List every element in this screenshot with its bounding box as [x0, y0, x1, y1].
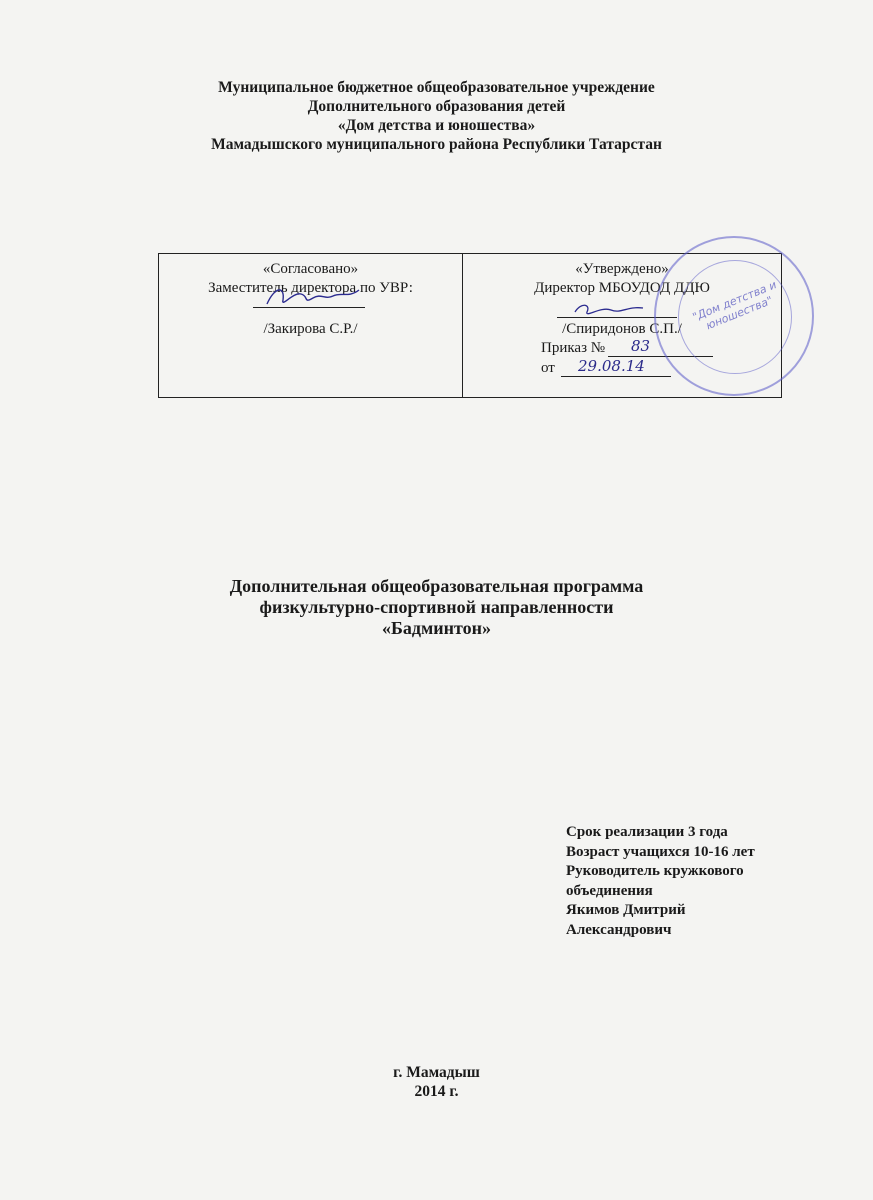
agreed-heading: «Согласовано»: [262, 261, 359, 277]
agreed-signature: [263, 282, 373, 312]
approved-name: /Спиридонов С.П./: [562, 321, 682, 337]
program-title-line-3: «Бадминтон»: [382, 618, 491, 638]
program-title-line-1: Дополнительная общеобразовательная программа: [229, 576, 644, 596]
agreed-position: Заместитель директора по УВР:: [208, 280, 413, 296]
approved-signature: [571, 298, 651, 320]
order-date: 29.08.14: [578, 357, 645, 375]
stamp-text: "Дом детства и юношества": [690, 278, 779, 333]
header-line-1: Муниципальное бюджетное общеобразовательное учреждение: [218, 79, 655, 96]
order-label: Приказ №: [541, 340, 606, 356]
agreed-block: [159, 254, 463, 397]
official-stamp: [654, 236, 814, 396]
student-age: Возраст учащихся 10-16 лет: [566, 843, 755, 860]
order-number: 83: [631, 337, 651, 355]
header-line-3: «Дом детства и юношества»: [337, 117, 536, 134]
city: г. Мамадыш: [393, 1064, 480, 1081]
institution-header: [0, 78, 873, 154]
agreed-name: /Закирова С.Р./: [263, 321, 358, 337]
leader-name-2: Александрович: [566, 921, 672, 938]
leader-label-2: объединения: [566, 882, 653, 899]
header-line-2: Дополнительного образования детей: [307, 98, 566, 115]
year: 2014 г.: [414, 1083, 459, 1100]
header-line-4: Мамадышского муниципального района Республики Татарстан: [211, 136, 662, 153]
program-title: [0, 576, 873, 639]
approved-position: Директор МБОУДОД ДДЮ: [534, 280, 710, 296]
date-line: [561, 376, 671, 377]
program-term: Срок реализации 3 года: [566, 824, 728, 840]
leader-name-1: Якимов Дмитрий: [566, 902, 686, 918]
document-footer: [0, 1063, 873, 1101]
date-label: от: [541, 360, 555, 376]
program-info: [566, 823, 806, 940]
leader-label-1: Руководитель кружкового: [566, 863, 744, 879]
program-title-line-2: физкультурно-спортивной направленности: [259, 597, 614, 617]
approved-heading: «Утверждено»: [575, 261, 669, 277]
